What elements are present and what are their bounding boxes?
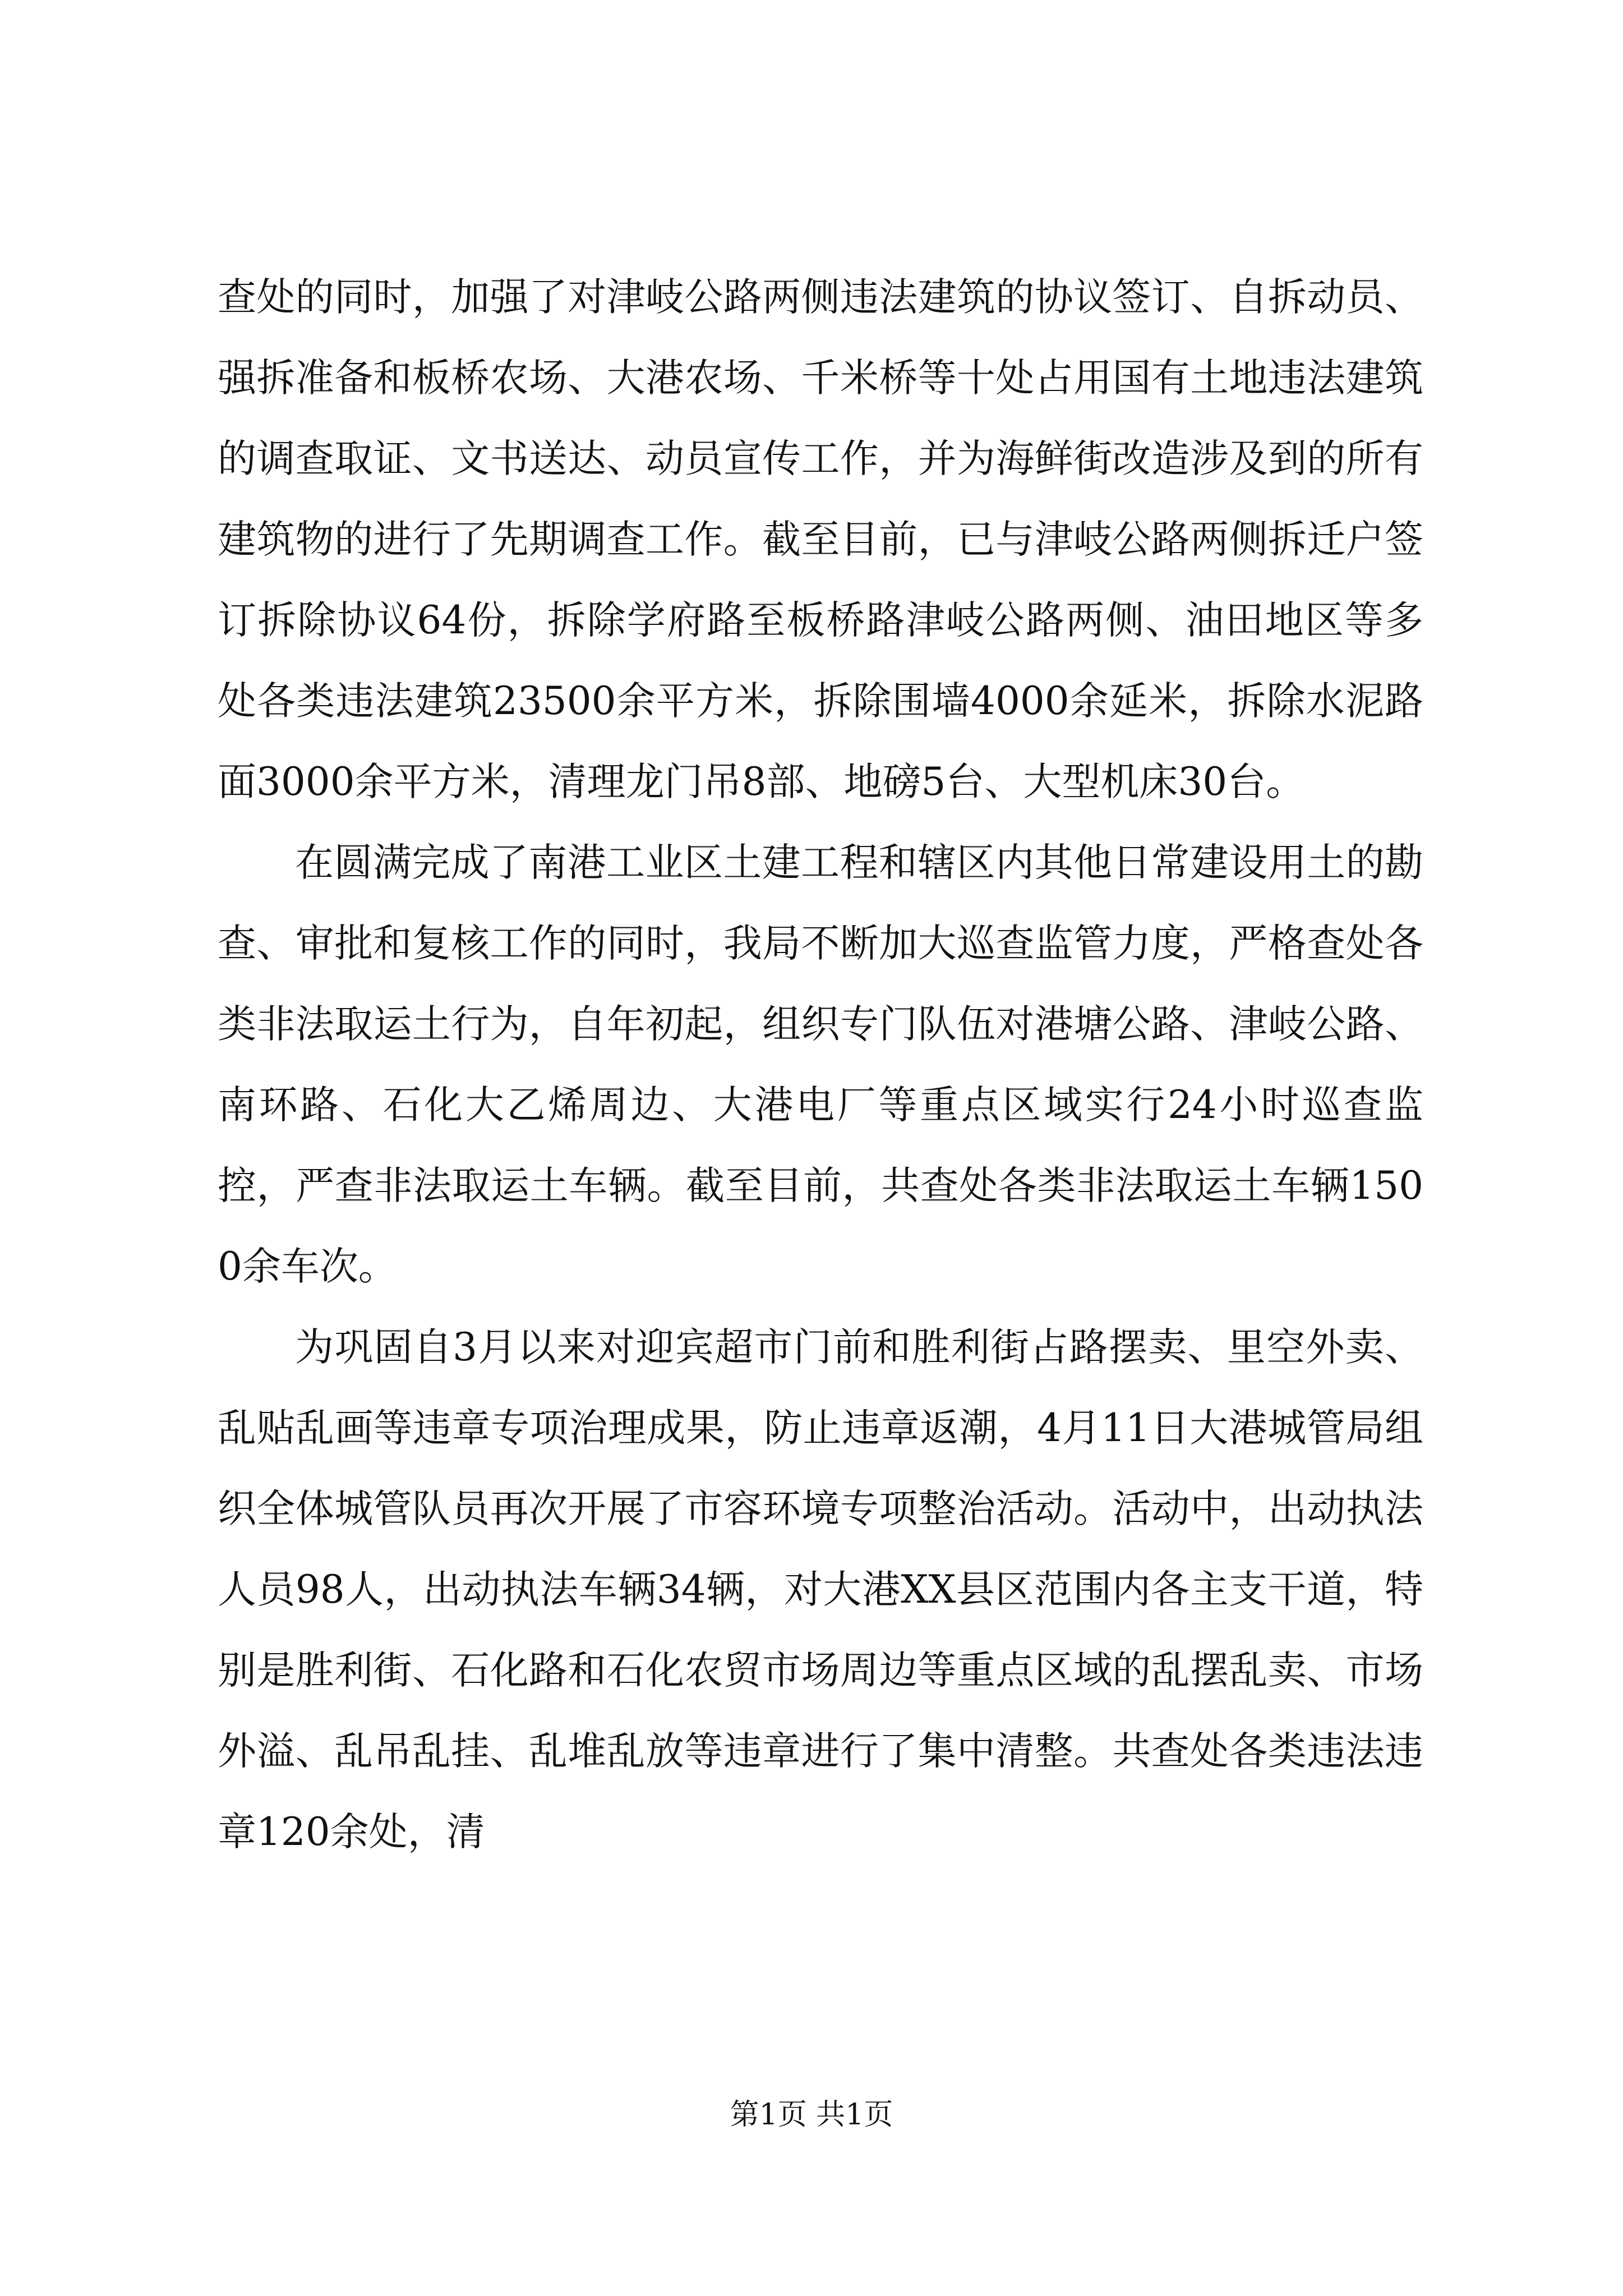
paragraph-2: 在圆满完成了南港工业区土建工程和辖区内其他日常建设用土的勘查、审批和复核工作的同时，我局不断加大巡查监管力度，严格查处各类非法取运土行为，自年初起，组织专门队伍对港塘公路、津岐公路、南环路、石化大乙烯周边、大港电厂等重点区域实行24小时巡查监控，严查非法取运土车辆。截至目前，共查处各类非法取运土车辆1500余车次。 [218, 840, 1423, 1289]
paragraph-3: 为巩固自3月以来对迎宾超市门前和胜利街占路摆卖、里空外卖、乱贴乱画等违章专项治理成果，防止违章返潮，4月11日大港城管局组织全体城管队员再次开展了市容环境专项整治活动。活动中，出动执法人员98人，出动执法车辆34辆，对大港XX县区范围内各主支干道，特别是胜利街、石化路和石化农贸市场周边等重点区域的乱摆乱卖、市场外溢、乱吊乱挂、乱堆乱放等违章进行了集中清整。共查处各类违法违章120余处，清 [218, 1325, 1423, 1855]
document-body [218, 257, 1423, 1872]
paragraph-1: 查处的同时，加强了对津岐公路两侧违法建筑的协议签订、自拆动员、强拆准备和板桥农场、大港农场、千米桥等十处占用国有土地违法建筑的调查取证、文书送达、动员宣传工作，并为海鲜街改造涉及到的所有建筑物的进行了先期调查工作。截至目前，已与津岐公路两侧拆迁户签订拆除协议64份，拆除学府路至板桥路津岐公路两侧、油田地区等多处各类违法建筑23500余平方米，拆除围墙4000余延米，拆除水泥路面3000余平方米，清理龙门吊8部、地磅5台、大型机床30台。 [218, 275, 1423, 804]
page-footer: 第1页 共1页 [730, 2098, 893, 2132]
